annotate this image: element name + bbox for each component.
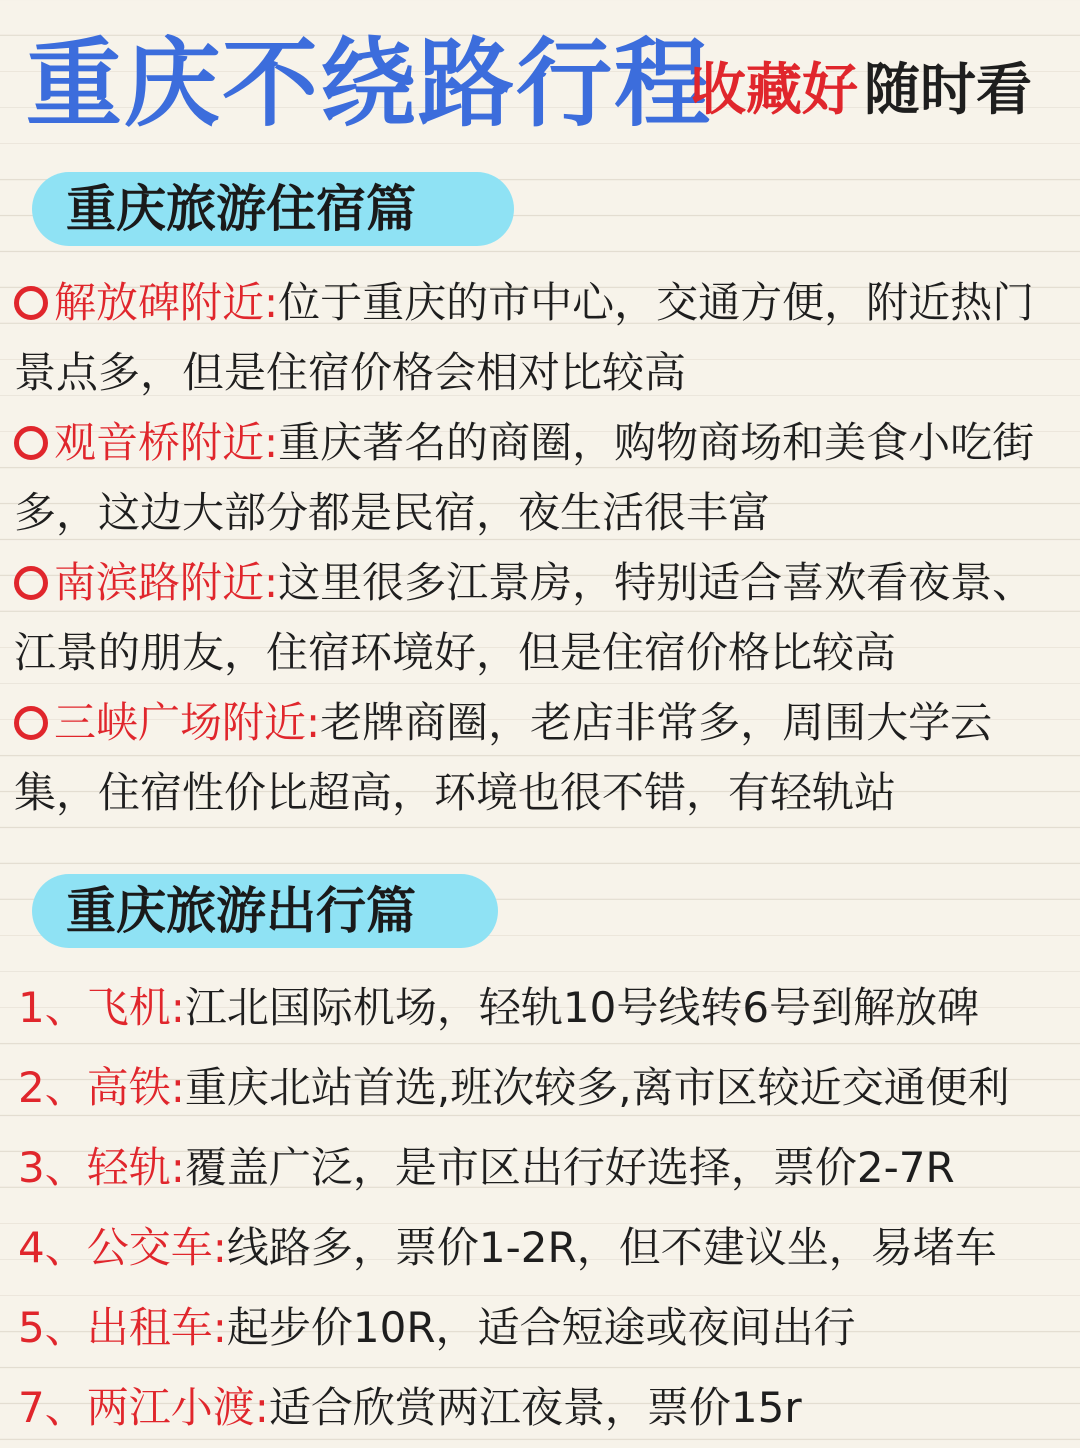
stay-area-desc: 重庆著名的商圈，购物商场和美食小吃街多，这边大部分都是民宿，夜生活很丰富 (14, 418, 1035, 537)
stay-list (14, 268, 1070, 828)
travel-desc: 江北国际机场，轻轨10号线转6号到解放碑 (184, 983, 980, 1032)
title-row (26, 18, 1066, 143)
list-item (18, 968, 1068, 1048)
section-heading-stay (32, 172, 514, 246)
page-title: 重庆不绕路行程 (26, 28, 712, 140)
travel-mode: 出租车 (86, 1303, 213, 1352)
travel-item-number: 2、 (18, 1063, 87, 1112)
travel-mode: 高铁 (86, 1063, 171, 1112)
travel-mode-colon: : (170, 1063, 185, 1112)
travel-mode: 飞机 (86, 983, 171, 1032)
travel-mode: 公交车 (86, 1223, 213, 1272)
title-subtitle-view: 随时看 (864, 58, 1032, 123)
travel-desc: 重庆北站首选,班次较多,离市区较近交通便利 (184, 1063, 1010, 1112)
list-item (14, 688, 1070, 828)
travel-item-number: 4、 (18, 1223, 87, 1272)
stay-area-desc: 位于重庆的市中心，交通方便，附近热门景点多，但是住宿价格会相对比较高 (14, 278, 1035, 397)
travel-desc: 起步价10R，适合短途或夜间出行 (226, 1303, 856, 1352)
travel-desc: 覆盖广泛，是市区出行好选择，票价2-7R (184, 1143, 955, 1192)
travel-desc: 适合欣赏两江夜景，票价15r (268, 1383, 802, 1432)
stay-area-colon: : (264, 558, 279, 607)
red-circle-icon (14, 566, 48, 600)
stay-area-name: 南滨路附近 (54, 558, 265, 607)
red-circle-icon (14, 426, 48, 460)
stay-area-name: 观音桥附近 (54, 418, 265, 467)
travel-mode-colon: : (212, 1303, 227, 1352)
red-circle-icon (14, 286, 48, 320)
stay-area-name: 三峡广场附近 (54, 698, 307, 747)
section-heading-travel (32, 874, 498, 948)
travel-mode-colon: : (212, 1223, 227, 1272)
list-item (14, 408, 1070, 548)
list-item (14, 548, 1070, 688)
stay-area-desc: 这里很多江景房，特别适合喜欢看夜景、江景的朋友，住宿环境好，但是住宿价格比较高 (14, 558, 1035, 677)
travel-mode: 轻轨 (86, 1143, 171, 1192)
travel-mode-colon: : (170, 983, 185, 1032)
red-circle-icon (14, 706, 48, 740)
list-item (18, 1128, 1068, 1208)
stay-area-colon: : (306, 698, 321, 747)
stay-area-colon: : (264, 418, 279, 467)
stay-area-desc: 老牌商圈，老店非常多，周围大学云集，住宿性价比超高，环境也很不错，有轻轨站 (14, 698, 993, 817)
stay-area-name: 解放碑附近 (54, 278, 265, 327)
stay-area-colon: : (264, 278, 279, 327)
section-heading-stay-label: 重庆旅游住宿篇 (66, 180, 416, 238)
list-item (18, 1208, 1068, 1288)
travel-item-number: 3、 (18, 1143, 87, 1192)
title-subtitle-save: 收藏好 (690, 58, 858, 123)
list-item (14, 268, 1070, 408)
travel-desc: 线路多，票价1-2R，但不建议坐，易堵车 (226, 1223, 997, 1272)
list-item (18, 1368, 1068, 1448)
travel-item-number: 5、 (18, 1303, 87, 1352)
section-heading-travel-label: 重庆旅游出行篇 (66, 882, 416, 940)
travel-item-number: 7、 (18, 1383, 87, 1432)
travel-item-number: 1、 (18, 983, 87, 1032)
list-item (18, 1288, 1068, 1368)
list-item (18, 1048, 1068, 1128)
travel-mode-colon: : (254, 1383, 269, 1432)
travel-list (18, 968, 1068, 1448)
travel-mode-colon: : (170, 1143, 185, 1192)
travel-mode: 两江小渡 (86, 1383, 255, 1432)
